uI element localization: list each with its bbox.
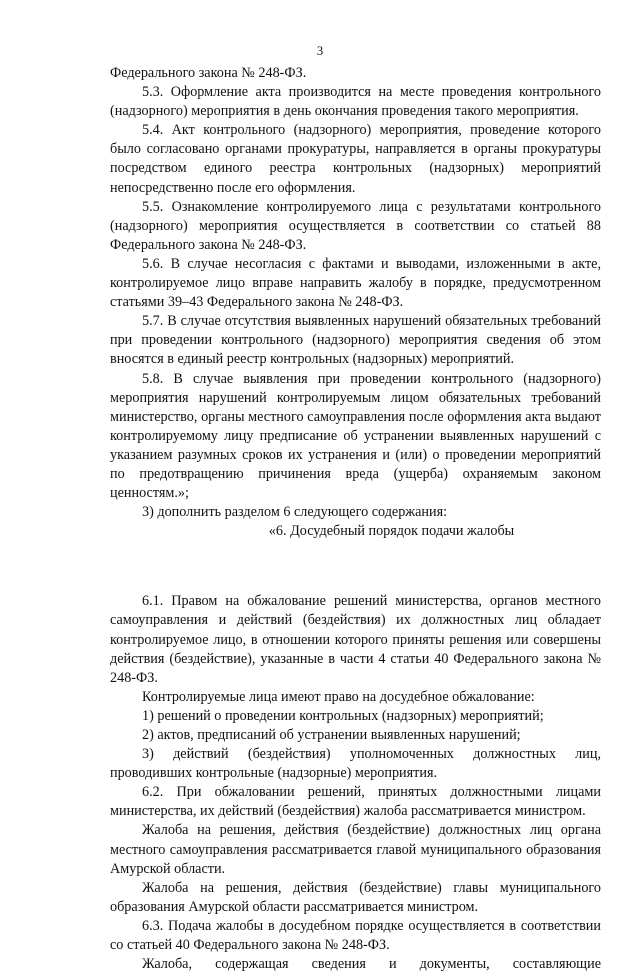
paragraph: 1) решений о проведении контрольных (надзорных) мероприятий; — [142, 707, 544, 724]
paragraph: Жалоба на решения, действия (бездействие) должностных лиц органа местного самоуправления рассматривается главой муниципального образования Амурской области. — [110, 822, 601, 877]
paragraph: Федерального закона № 248-ФЗ. — [110, 65, 307, 81]
paragraph: 5.8. В случае выявления при проведении контрольного (надзорного) мероприятия нарушений контролируемым лицом обязательных требований министерство, органы местного самоуправления после оформления акта выдают контролируемому лицу предписание об устранении выявленных нарушений с указанием разумных сроков их устранения и (или) о проведении мероприятий по предотвращению причинения вреда (ущерба) охраняемым законом ценностям.»; — [110, 370, 601, 502]
paragraph: 3) дополнить разделом 6 следующего содержания: — [142, 504, 448, 521]
paragraph: Жалоба, содержащая сведения и документы, составляющие — [142, 956, 601, 973]
paragraph: 5.4. Акт контрольного (надзорного) мероприятия, проведение которого было согласовано органами прокуратуры, направляется в органы прокуратуры посредством единого реестра контрольных (надзорных) мероприятий непосредственно после его оформления. — [110, 122, 601, 196]
paragraph: 5.3. Оформление акта производится на месте проведения контрольного (надзорного) мероприятия в день окончания проведения такого мероприятия. — [110, 84, 601, 120]
document-body — [110, 64, 601, 974]
paragraph: Жалоба на решения, действия (бездействие) главы муниципального образования Амурской области рассматривается министром. — [110, 879, 601, 915]
paragraph: 6.3. Подача жалобы в досудебном порядке осуществляется в соответствии со статьей 40 Федерального закона № 248-ФЗ. — [110, 917, 601, 954]
paragraph: 5.5. Ознакомление контролируемого лица с результатами контрольного (надзорного) мероприятия осуществляется в соответствии со статьей 88 Федерального закона № 248-ФЗ. — [110, 198, 601, 253]
paragraph-spacer — [110, 557, 601, 576]
paragraph: Контролируемые лица имеют право на досудебное обжалование: — [142, 688, 535, 705]
page-number: 3 — [316, 44, 324, 58]
paragraph: 2) актов, предписаний об устранении выявленных нарушений; — [142, 727, 521, 743]
paragraph: 6.1. Правом на обжалование решений министерства, органов местного самоуправления и действий (бездействия) их должностных лиц обладает контролируемое лицо, в отношении которого приняты решения или совершены действия (бездействие), указанные в части 4 статьи 40 Федерального закона № 248-ФЗ. — [110, 593, 601, 686]
paragraph: 3) действий (бездействия) уполномоченных должностных лиц, проводивших контрольные (надзорные) мероприятия. — [110, 746, 601, 782]
section-heading: «6. Досудебный порядок подачи жалобы — [268, 523, 515, 540]
paragraph: 6.2. При обжаловании решений, принятых должностными лицами министерства, их действий (бездействия) жалоба рассматривается министром. — [110, 784, 601, 820]
paragraph: 5.7. В случае отсутствия выявленных нарушений обязательных требований при проведении контрольного (надзорного) мероприятия сведения об этом вносятся в единый реестр контрольных (надзорных) мероприятий. — [110, 313, 601, 368]
paragraph: 5.6. В случае несогласия с фактами и выводами, изложенными в акте, контролируемое лицо вправе направить жалобу в порядке, предусмотренном статьями 39–43 Федерального закона № 248-ФЗ. — [110, 255, 601, 311]
